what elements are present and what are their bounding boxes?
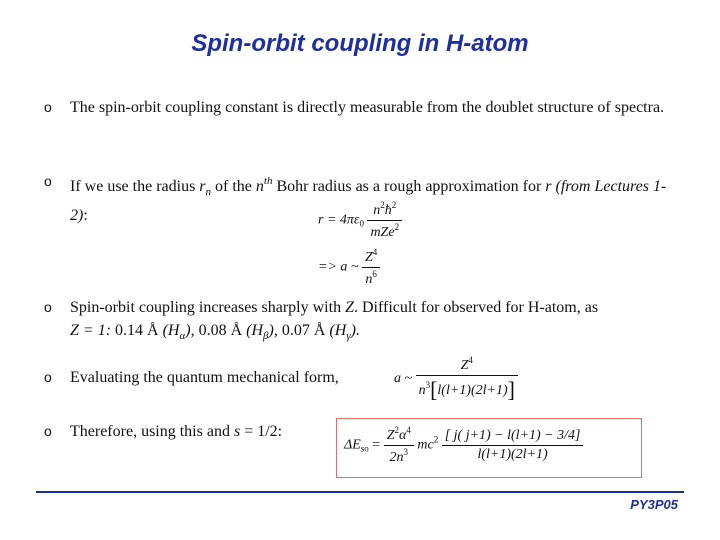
bullet-marker: o — [44, 299, 52, 315]
bullet-marker: o — [44, 369, 52, 385]
bullet-marker: o — [44, 99, 52, 115]
equation-energy: $\Delta E_{so}$ = $\frac{Z^2\alpha^4}{2n^3}$ $mc^2$ $\frac{[ j( j+1) - l(l+1) - 3/4]}{l(l+1)(2l+1)}$ — [344, 425, 583, 466]
bullet-doublet — [44, 96, 684, 119]
fraction: $\frac{[ j( j+1) - l(l+1) - 3/4]}{l(l+1)(2l+1)}$ — [442, 428, 584, 463]
bullet-text: Evaluating the quantum mechanical form, — [70, 369, 339, 386]
fraction: $\frac{Z^4}{n^3[l(l+1)(2l+1)]}$ — [416, 355, 518, 403]
slide-title: Spin-orbit coupling in H-atom — [191, 30, 529, 57]
bullet-text: The spin-orbit coupling constant is directly measurable from the doublet structure of spectra. — [70, 99, 665, 116]
bullet-text: Therefore, using this and s = 1/2: — [70, 423, 283, 440]
equation-qm: a ~ $\frac{Z^4}{n^3[l(l+1)(2l+1)]}$ — [394, 355, 518, 403]
bullet-qm-form — [44, 366, 684, 389]
bullet-text: If we use the radius $r_n$ of the $n^{th}$ Bohr radius as a rough approximation for r (from Lectures 1-2): — [70, 175, 667, 224]
fraction: $\frac{n^2ħ^2}{mZe^2}$ — [367, 200, 402, 241]
equation-scaling: => a ~ $\frac{Z^4}{n^6}$ — [318, 247, 380, 288]
equation-radius: $r = 4\pi\varepsilon_0$ $\frac{n^2ħ^2}{mZe^2}$ — [318, 200, 402, 241]
fraction: $\frac{Z^2\alpha^4}{2n^3}$ — [384, 425, 414, 466]
bullet-marker: o — [44, 173, 52, 189]
footer-divider — [36, 491, 684, 493]
bullet-marker: o — [44, 423, 52, 439]
fraction: $\frac{Z^4}{n^6}$ — [362, 247, 380, 288]
bullet-text: Spin-orbit coupling increases sharply with Z. Difficult for observed for H-atom, as Z = 1: 0.14 Å $(H_\alpha)$, 0.08 Å $(H_\beta)$, 0.07 Å $(H_\gamma)$. — [70, 299, 599, 342]
footer-course-code: PY3P05 — [630, 497, 678, 512]
bullet-sharp-increase — [44, 296, 684, 348]
